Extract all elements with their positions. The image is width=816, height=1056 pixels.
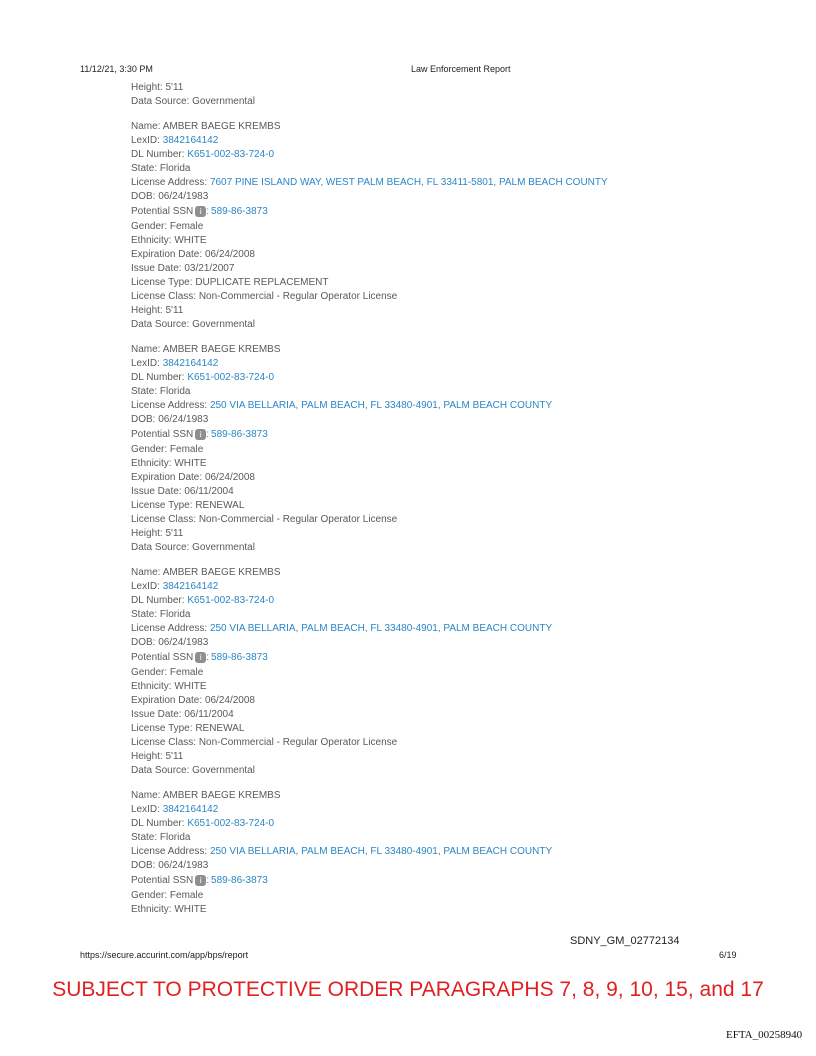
field-label: License Class: — [131, 514, 199, 525]
field-value: Female — [169, 221, 204, 232]
field-value: Non-Commercial - Regular Operator License — [198, 514, 398, 525]
field-label: License Address: — [131, 400, 210, 411]
field-link[interactable]: K651-002-83-724-0 — [187, 372, 275, 383]
record-field — [131, 371, 771, 385]
field-label: Name: — [131, 790, 163, 801]
field-label: Ethnicity: — [131, 458, 175, 469]
record-field — [131, 608, 771, 622]
bates-number: SDNY_GM_02772134 — [570, 935, 680, 947]
field-value: 06/24/2008 — [204, 249, 255, 260]
field-value: DUPLICATE REPLACEMENT — [195, 277, 329, 288]
field-label: DOB: — [131, 414, 159, 425]
field-value: Florida — [159, 832, 191, 843]
field-value: 06/11/2004 — [184, 486, 234, 497]
field-value: 03/21/2007 — [184, 263, 235, 274]
field-label: Potential SSN — [131, 206, 194, 217]
info-icon[interactable]: i — [195, 875, 206, 886]
record-field — [131, 220, 771, 234]
field-value: WHITE — [174, 681, 207, 692]
field-label: License Address: — [131, 177, 210, 188]
record-field — [131, 134, 771, 148]
record-field — [131, 343, 771, 357]
field-link[interactable]: 589-86-3873 — [211, 652, 268, 663]
field-value: 06/24/1983 — [158, 191, 209, 202]
field-link[interactable]: 250 VIA BELLARIA, PALM BEACH, FL 33480-4901, PALM BEACH COUNTY — [209, 623, 553, 634]
field-value: Female — [169, 667, 204, 678]
record-field — [131, 580, 771, 594]
field-value: Non-Commercial - Regular Operator License — [198, 737, 398, 748]
ssn-colon: : — [206, 206, 210, 217]
field-label: License Address: — [131, 846, 210, 857]
report-title: Law Enforcement Report — [411, 64, 511, 74]
field-value: RENEWAL — [195, 723, 245, 734]
field-label: Ethnicity: — [131, 904, 175, 915]
field-value: Governmental — [192, 96, 255, 107]
record-field — [131, 636, 771, 650]
record-field — [131, 650, 771, 666]
field-link[interactable]: 250 VIA BELLARIA, PALM BEACH, FL 33480-4901, PALM BEACH COUNTY — [209, 400, 553, 411]
record-field — [131, 499, 771, 513]
record-field — [131, 443, 771, 457]
field-link[interactable]: K651-002-83-724-0 — [187, 149, 275, 160]
field-value: Florida — [159, 163, 191, 174]
field-label: License Type: — [131, 500, 196, 511]
field-label: Issue Date: — [131, 486, 185, 497]
field-label: Expiration Date: — [131, 472, 205, 483]
field-value: 5'11 — [165, 82, 184, 93]
info-icon[interactable]: i — [195, 206, 206, 217]
field-label: Gender: — [131, 667, 170, 678]
record-field — [131, 471, 771, 485]
record-field — [131, 873, 771, 889]
field-link[interactable]: 3842164142 — [162, 135, 219, 146]
field-value: Female — [169, 890, 204, 901]
record-field — [131, 566, 771, 580]
field-label: License Class: — [131, 291, 199, 302]
record-field — [131, 234, 771, 248]
info-icon[interactable]: i — [195, 429, 206, 440]
field-label: Height: — [131, 528, 166, 539]
field-label: License Address: — [131, 623, 210, 634]
record-field — [131, 722, 771, 736]
record-field — [131, 803, 771, 817]
ssn-colon: : — [206, 429, 210, 440]
license-record — [131, 120, 771, 332]
field-value: 06/24/2008 — [204, 695, 255, 706]
field-label: DL Number: — [131, 149, 188, 160]
record-field — [131, 427, 771, 443]
field-label: LexID: — [131, 358, 163, 369]
record-field — [131, 817, 771, 831]
field-label: Gender: — [131, 890, 170, 901]
field-label: License Type: — [131, 277, 196, 288]
record-field — [131, 304, 771, 318]
field-link[interactable]: 3842164142 — [162, 581, 219, 592]
field-value: Florida — [159, 386, 191, 397]
record-field — [131, 95, 771, 109]
field-value: WHITE — [174, 235, 207, 246]
info-icon[interactable]: i — [195, 652, 206, 663]
license-record — [131, 566, 771, 778]
record-field — [131, 81, 771, 95]
record-field — [131, 162, 771, 176]
field-value: 5'11 — [165, 751, 184, 762]
record-field — [131, 859, 771, 873]
record-field — [131, 789, 771, 803]
field-label: State: — [131, 609, 160, 620]
field-label: State: — [131, 163, 160, 174]
record-field — [131, 385, 771, 399]
field-label: Gender: — [131, 221, 170, 232]
field-label: Name: — [131, 567, 163, 578]
record-field — [131, 666, 771, 680]
field-label: State: — [131, 386, 160, 397]
field-value: Governmental — [192, 542, 255, 553]
field-label: Height: — [131, 82, 166, 93]
record-field — [131, 764, 771, 778]
field-label: LexID: — [131, 581, 163, 592]
field-label: Expiration Date: — [131, 249, 205, 260]
field-value: Florida — [159, 609, 191, 620]
record-field — [131, 903, 771, 917]
field-link[interactable]: 589-86-3873 — [211, 875, 268, 886]
field-label: Name: — [131, 344, 163, 355]
field-value: RENEWAL — [195, 500, 245, 511]
protective-order-stamp: SUBJECT TO PROTECTIVE ORDER PARAGRAPHS 7, 8, 9, 10, 15, and 17 — [52, 978, 764, 1001]
record-field — [131, 594, 771, 608]
ssn-colon: : — [206, 875, 210, 886]
field-link[interactable]: 3842164142 — [162, 804, 219, 815]
field-value: AMBER BAEGE KREMBS — [162, 790, 281, 801]
field-link[interactable]: 3842164142 — [162, 358, 219, 369]
record-field — [131, 190, 771, 204]
page-number: 6/19 — [719, 950, 737, 960]
field-label: Data Source: — [131, 96, 193, 107]
record-field — [131, 541, 771, 555]
field-label: Data Source: — [131, 319, 193, 330]
record-field — [131, 485, 771, 499]
report-datetime: 11/12/21, 3:30 PM — [80, 64, 153, 74]
record-field — [131, 889, 771, 903]
field-label: Expiration Date: — [131, 695, 205, 706]
field-value: AMBER BAEGE KREMBS — [162, 567, 281, 578]
record-field — [131, 413, 771, 427]
field-label: Height: — [131, 305, 166, 316]
field-link[interactable]: 589-86-3873 — [211, 429, 268, 440]
record-field — [131, 290, 771, 304]
report-content — [131, 81, 771, 917]
field-label: Issue Date: — [131, 263, 185, 274]
field-value: 5'11 — [165, 305, 184, 316]
field-label: DOB: — [131, 860, 159, 871]
record-field — [131, 318, 771, 332]
field-label: License Type: — [131, 723, 196, 734]
record-field — [131, 176, 771, 190]
record-field — [131, 694, 771, 708]
field-value: Governmental — [192, 765, 255, 776]
record-field — [131, 148, 771, 162]
footer-url: https://secure.accurint.com/app/bps/report — [80, 950, 249, 960]
field-value: WHITE — [174, 904, 207, 915]
field-link[interactable]: 7607 PINE ISLAND WAY, WEST PALM BEACH, FL 33411-5801, PALM BEACH COUNTY — [209, 177, 608, 188]
field-label: Issue Date: — [131, 709, 185, 720]
field-value: 06/24/2008 — [204, 472, 255, 483]
field-value: 06/11/2004 — [184, 709, 234, 720]
record-field — [131, 513, 771, 527]
field-label: Height: — [131, 751, 166, 762]
record-field — [131, 276, 771, 290]
field-value: 06/24/1983 — [158, 414, 209, 425]
record-spacer — [131, 109, 771, 120]
record-field — [131, 357, 771, 371]
field-label: Potential SSN — [131, 875, 194, 886]
license-record — [131, 789, 771, 917]
field-value: WHITE — [174, 458, 207, 469]
field-label: DL Number: — [131, 372, 188, 383]
record-spacer — [131, 332, 771, 343]
record-field — [131, 622, 771, 636]
record-field — [131, 120, 771, 134]
record-field — [131, 399, 771, 413]
record-field — [131, 262, 771, 276]
field-value: Non-Commercial - Regular Operator License — [198, 291, 398, 302]
field-label: Data Source: — [131, 542, 193, 553]
efta-number: EFTA_00258940 — [726, 1029, 803, 1041]
field-label: Gender: — [131, 444, 170, 455]
record-spacer — [131, 555, 771, 566]
field-label: LexID: — [131, 135, 163, 146]
field-value: AMBER BAEGE KREMBS — [162, 121, 281, 132]
field-label: Potential SSN — [131, 429, 194, 440]
field-link[interactable]: K651-002-83-724-0 — [187, 818, 275, 829]
field-value: Governmental — [192, 319, 255, 330]
record-spacer — [131, 778, 771, 789]
field-link[interactable]: 250 VIA BELLARIA, PALM BEACH, FL 33480-4901, PALM BEACH COUNTY — [209, 846, 553, 857]
record-field — [131, 248, 771, 262]
record-field — [131, 831, 771, 845]
license-record — [131, 343, 771, 555]
field-label: State: — [131, 832, 160, 843]
field-value: AMBER BAEGE KREMBS — [162, 344, 281, 355]
ssn-colon: : — [206, 652, 210, 663]
field-value: 06/24/1983 — [158, 860, 209, 871]
field-link[interactable]: K651-002-83-724-0 — [187, 595, 275, 606]
field-value: 06/24/1983 — [158, 637, 209, 648]
field-label: Ethnicity: — [131, 681, 175, 692]
field-value: Female — [169, 444, 204, 455]
record-field — [131, 750, 771, 764]
field-label: DL Number: — [131, 595, 188, 606]
record-field — [131, 708, 771, 722]
field-label: License Class: — [131, 737, 199, 748]
record-field — [131, 845, 771, 859]
field-label: Data Source: — [131, 765, 193, 776]
field-label: DOB: — [131, 637, 159, 648]
record-field — [131, 527, 771, 541]
record-field — [131, 680, 771, 694]
field-label: Ethnicity: — [131, 235, 175, 246]
field-label: Name: — [131, 121, 163, 132]
field-link[interactable]: 589-86-3873 — [211, 206, 268, 217]
field-label: Potential SSN — [131, 652, 194, 663]
record-field — [131, 736, 771, 750]
field-label: DL Number: — [131, 818, 188, 829]
record-field — [131, 457, 771, 471]
record-field — [131, 204, 771, 220]
field-label: LexID: — [131, 804, 163, 815]
field-label: DOB: — [131, 191, 159, 202]
field-value: 5'11 — [165, 528, 184, 539]
